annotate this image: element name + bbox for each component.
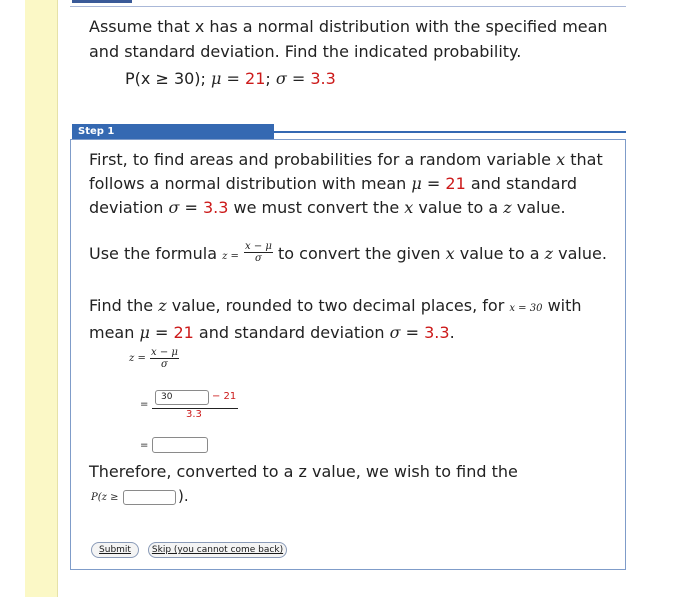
step-header: Step 1 <box>72 124 274 139</box>
z-equals-label: z = <box>129 353 146 364</box>
pz-input[interactable] <box>123 490 176 505</box>
step-paragraph-1: First, to find areas and probabilities for a random variable x that follows a normal distribution with mean μ = 21 and standard deviation σ = 3.3 we must convert the x value to a z value. <box>89 150 603 217</box>
step-paragraph-2: Use the formula z = $\frac{x - \mu}{\sigma}$ to convert the given x value to a z value. <box>89 240 607 264</box>
divider <box>70 6 626 7</box>
left-margin-strip <box>25 0 58 597</box>
skip-button[interactable]: Skip (you cannot come back) <box>148 542 287 558</box>
pz-close: ). <box>178 487 189 505</box>
z-formula-inline: $\frac{x - \mu}{\sigma}$ <box>245 240 272 264</box>
problem-formula: P(x ≥ 30); μ = 21; σ = 3.3 <box>125 69 336 88</box>
equals-sign: = <box>140 399 149 410</box>
x-value-input[interactable]: 30 <box>155 390 209 405</box>
submit-button[interactable]: Submit <box>91 542 139 558</box>
equals-sign: = <box>140 440 149 451</box>
sigma-denominator: 3.3 <box>186 409 202 420</box>
z-formula-fraction: $\frac{x - \mu}{\sigma}$ <box>151 347 178 370</box>
problem-statement: Assume that x has a normal distribution with the specified mean and standard deviation. Find the indicated probability. <box>89 17 608 61</box>
step-paragraph-4: Therefore, converted to a z value, we wish to find the <box>89 462 518 481</box>
z-value-input[interactable] <box>152 437 208 453</box>
step-paragraph-3: Find the z value, rounded to two decimal places, for x = 30 with mean μ = 21 and standard deviation σ = 3.3. <box>89 296 582 342</box>
step-header-rule <box>274 131 626 133</box>
minus-mu: − 21 <box>212 391 237 402</box>
header-strip <box>72 0 132 3</box>
pz-label: P(z ≥ <box>91 492 119 503</box>
